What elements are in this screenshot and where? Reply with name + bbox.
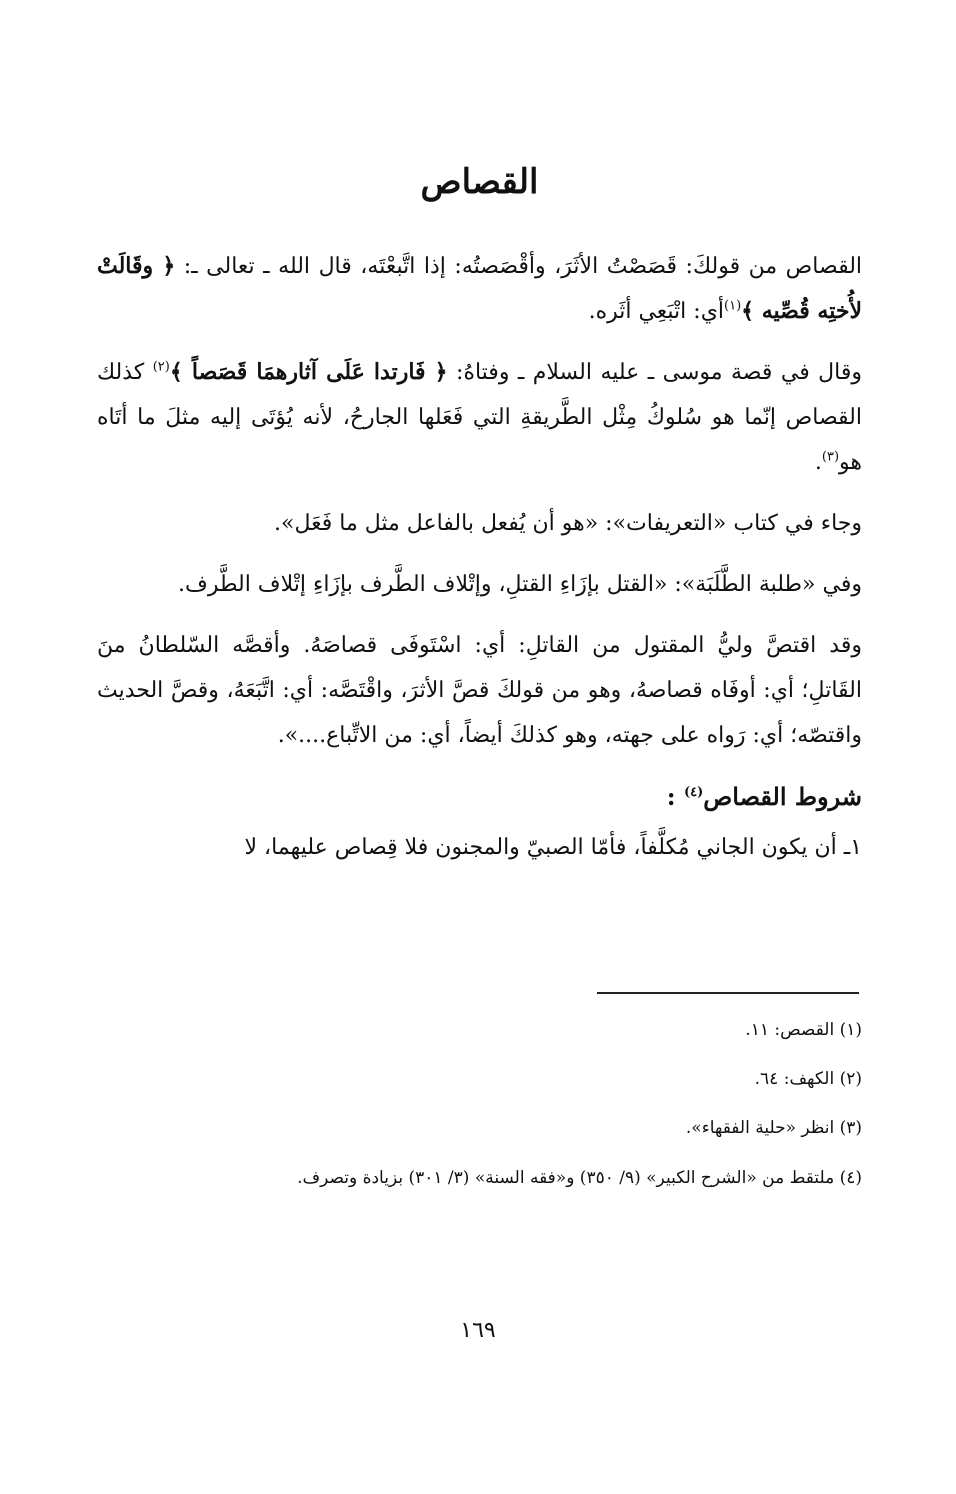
paragraph-text: القصاص من قولكَ: قَصَصْتُ الأثَرَ، وأقْصَصتُه: إذا اتَّبعْتَه، قال الله ـ تعالى ـ: <box>175 254 863 279</box>
footnote-ref: (٢) <box>152 359 170 375</box>
footnote-separator <box>597 992 859 994</box>
footnote-ref: (٣) <box>821 449 840 465</box>
footnote-item: (٢) الكهف: ٦٤. <box>754 1069 862 1089</box>
paragraph-iqtissas: وقد اقتصَّ وليُّ المقتول من القاتلِ: أي: اسْتَوفَى قصاصَهُ. وأقصَّه السّلطانُ منَ القَاتلِ؛ أي: أوفَاه قصاصهُ، وهو من قولكَ قصَّ الأثرَ، واقْتَصَّه: أي: اتَّبَعَهُ، وقصَّ الحديث واقتصّه؛ أي: رَواه على جهته، وهو كذلكَ أيضاً، أي: من الاتِّباع....». <box>97 633 862 748</box>
section-heading-suffix: : <box>666 782 676 811</box>
page-body <box>97 150 862 886</box>
footnote-ref: (٤) <box>683 785 704 800</box>
paragraph-tarifat: وجاء في كتاب «التعريفات»: «هو أن يُفعل بالفاعل مثل ما فَعَل». <box>274 511 862 536</box>
paragraph-text: أي: اتْبَعِي أثَره. <box>588 299 725 324</box>
paragraph-text: . <box>814 450 822 475</box>
section-heading-text: شروط القصاص <box>703 782 862 811</box>
quran-verse: ﴿ فَارتدا عَلَى آثارهمَا قَصَصاً ﴾ <box>169 359 448 385</box>
section-heading <box>97 774 862 819</box>
footnote-item: (٤) ملتقط من «الشرح الكبير» (٩/ ٣٥٠) و«فقه السنة» (٣/ ٣٠١) بزيادة وتصرف. <box>297 1168 862 1188</box>
quran-verse: ﴿ وقَالَتْ لأُختِه قُصِّيه ﴾ <box>97 253 862 324</box>
page-title: القصاص <box>420 162 539 202</box>
footnotes <box>97 1012 862 1210</box>
paragraph-talabat: وفي «طلبة الطَّلَبَة»: «القتل بإزَاءِ القتلِ، وإتْلاف الطَّرف بإزَاءِ إتْلاف الطَّرف. <box>178 572 862 597</box>
paragraph-musa <box>97 350 862 485</box>
footnote-item: (١) القصص: ١١. <box>745 1020 862 1040</box>
condition-item: ١ـ أن يكون الجاني مُكلَّفاً، فأمّا الصبيّ والمجنون فلا قِصاص عليهما، لا <box>244 835 862 860</box>
paragraph-text: كذلك القصاص إنّما هو سُلوكُ مِثْل الطَّريقةِ التي فَعَلها الجارحُ، لأنه يُؤتَى إليه مثلَ ما أتَاه هو <box>97 360 862 475</box>
page-number: ١٦٩ <box>460 1318 496 1343</box>
paragraph-text: وقال في قصة موسى ـ عليه السلام ـ وفتاهُ: <box>447 360 862 385</box>
footnote-item: (٣) انظر «حلية الفقهاء». <box>685 1118 862 1138</box>
paragraph-definition <box>97 244 862 334</box>
footnote-ref: (١) <box>724 298 742 314</box>
